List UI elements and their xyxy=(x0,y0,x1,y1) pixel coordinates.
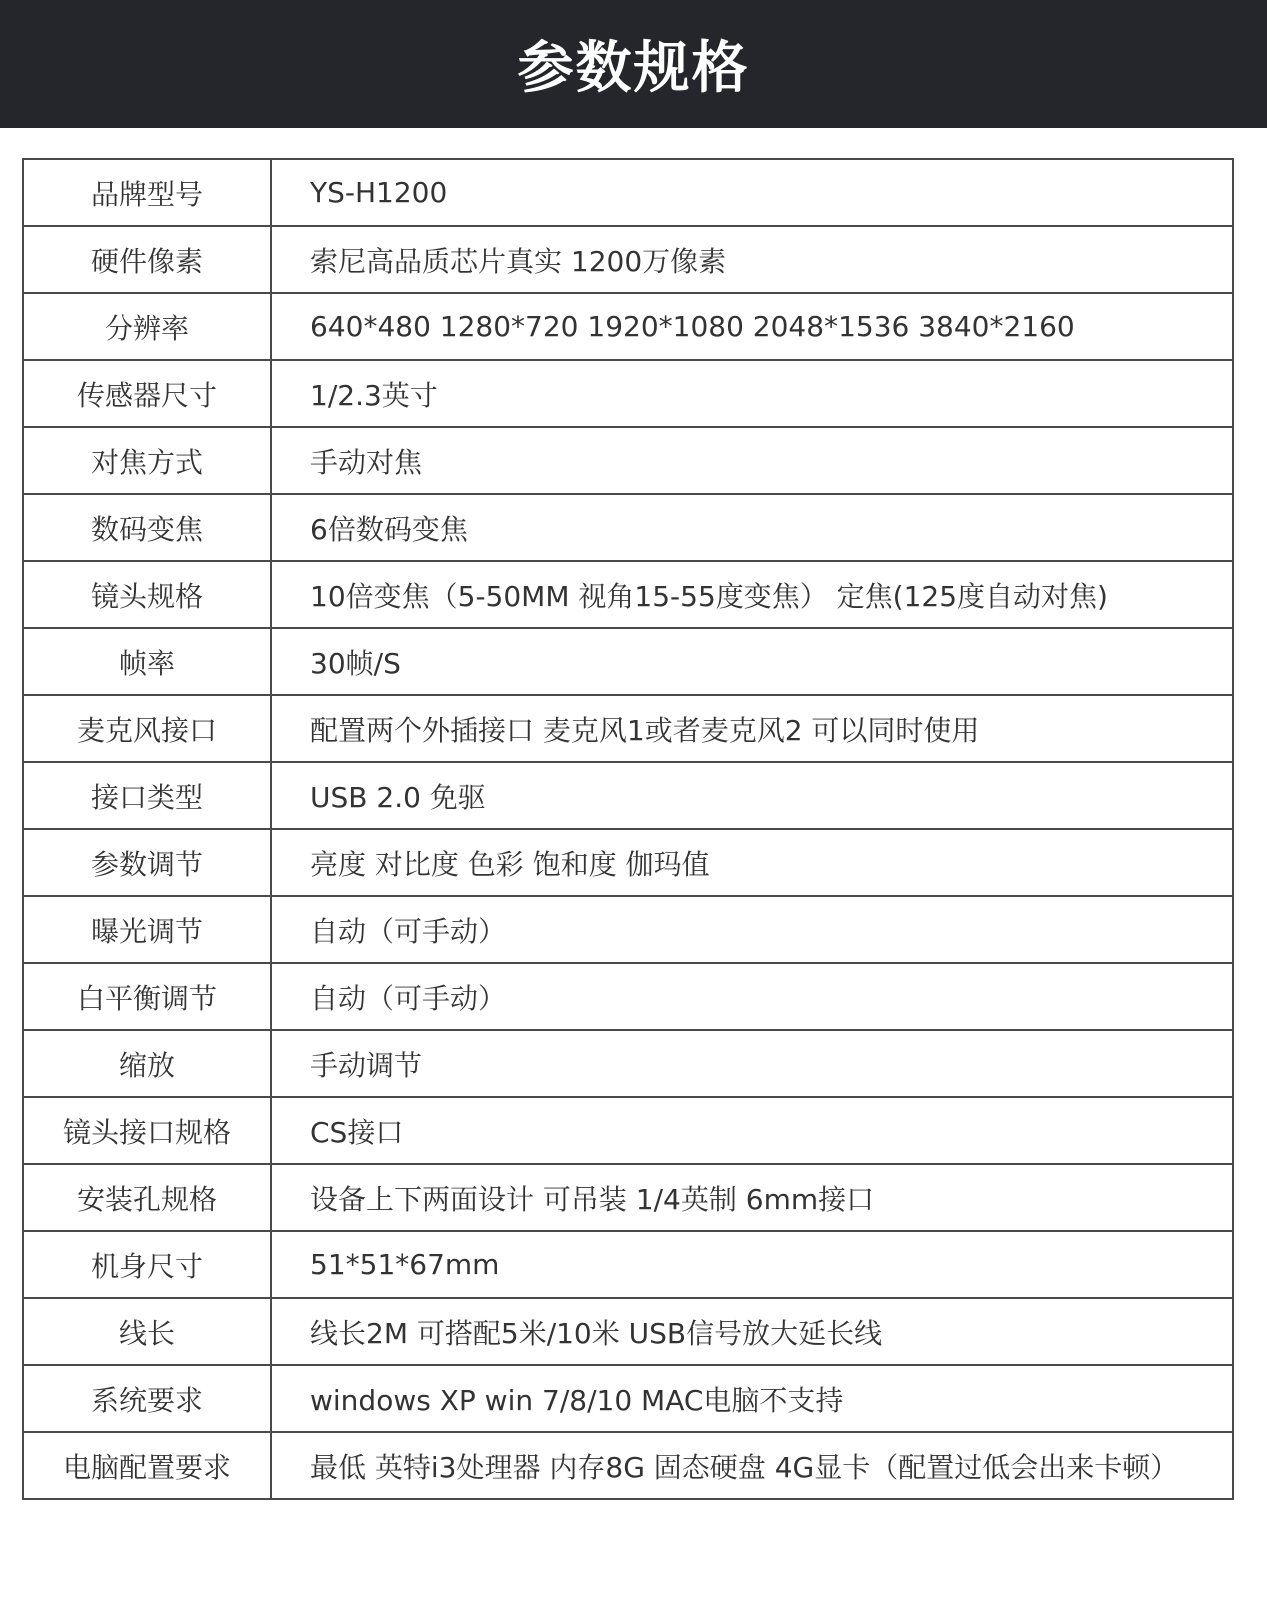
spec-row xyxy=(23,628,1233,695)
spec-label: 接口类型 xyxy=(23,762,271,829)
spec-value: 线长2M 可搭配5米/10米 USB信号放大延长线 xyxy=(271,1298,1233,1365)
spec-value: windows XP win 7/8/10 MAC电脑不支持 xyxy=(271,1365,1233,1432)
spec-label: 机身尺寸 xyxy=(23,1231,271,1298)
spec-label: 帧率 xyxy=(23,628,271,695)
page-header xyxy=(0,0,1267,128)
spec-value: 自动（可手动） xyxy=(271,963,1233,1030)
spec-label: 分辨率 xyxy=(23,293,271,360)
spec-row xyxy=(23,360,1233,427)
spec-row xyxy=(23,1164,1233,1231)
spec-row xyxy=(23,1365,1233,1432)
spec-value: CS接口 xyxy=(271,1097,1233,1164)
spec-row xyxy=(23,1097,1233,1164)
spec-row xyxy=(23,963,1233,1030)
spec-row xyxy=(23,829,1233,896)
spec-value: USB 2.0 免驱 xyxy=(271,762,1233,829)
spec-label: 数码变焦 xyxy=(23,494,271,561)
spec-label: 镜头规格 xyxy=(23,561,271,628)
spec-label: 缩放 xyxy=(23,1030,271,1097)
spec-label: 镜头接口规格 xyxy=(23,1097,271,1164)
spec-label: 曝光调节 xyxy=(23,896,271,963)
spec-row xyxy=(23,1298,1233,1365)
spec-value: 1/2.3英寸 xyxy=(271,360,1233,427)
spec-row xyxy=(23,896,1233,963)
spec-value: 手动调节 xyxy=(271,1030,1233,1097)
spec-row xyxy=(23,1231,1233,1298)
spec-table xyxy=(22,158,1234,1500)
spec-row xyxy=(23,293,1233,360)
spec-value: 配置两个外插接口 麦克风1或者麦克风2 可以同时使用 xyxy=(271,695,1233,762)
spec-row xyxy=(23,159,1233,226)
spec-value: 亮度 对比度 色彩 饱和度 伽玛值 xyxy=(271,829,1233,896)
spec-row xyxy=(23,762,1233,829)
spec-row xyxy=(23,561,1233,628)
spec-label: 系统要求 xyxy=(23,1365,271,1432)
spec-label: 传感器尺寸 xyxy=(23,360,271,427)
spec-row xyxy=(23,1030,1233,1097)
spec-value: 最低 英特i3处理器 内存8G 固态硬盘 4G显卡（配置过低会出来卡顿） xyxy=(271,1432,1233,1499)
spec-value: 640*480 1280*720 1920*1080 2048*1536 3840*2160 xyxy=(271,293,1233,360)
spec-row xyxy=(23,494,1233,561)
spec-label: 品牌型号 xyxy=(23,159,271,226)
spec-label: 安装孔规格 xyxy=(23,1164,271,1231)
spec-label: 对焦方式 xyxy=(23,427,271,494)
spec-label: 参数调节 xyxy=(23,829,271,896)
spec-row xyxy=(23,226,1233,293)
spec-value: 6倍数码变焦 xyxy=(271,494,1233,561)
spec-label: 线长 xyxy=(23,1298,271,1365)
spec-value: 10倍变焦（5-50MM 视角15-55度变焦） 定焦(125度自动对焦) xyxy=(271,561,1233,628)
spec-row xyxy=(23,695,1233,762)
spec-value: 索尼高品质芯片真实 1200万像素 xyxy=(271,226,1233,293)
spec-value: 51*51*67mm xyxy=(271,1231,1233,1298)
spec-row xyxy=(23,427,1233,494)
spec-value: 自动（可手动） xyxy=(271,896,1233,963)
page-title: 参数规格 xyxy=(517,36,750,101)
spec-label: 硬件像素 xyxy=(23,226,271,293)
spec-value: 手动对焦 xyxy=(271,427,1233,494)
spec-value: 设备上下两面设计 可吊装 1/4英制 6mm接口 xyxy=(271,1164,1233,1231)
spec-value: 30帧/S xyxy=(271,628,1233,695)
spec-label: 白平衡调节 xyxy=(23,963,271,1030)
spec-label: 电脑配置要求 xyxy=(23,1432,271,1499)
spec-row xyxy=(23,1432,1233,1499)
spec-label: 麦克风接口 xyxy=(23,695,271,762)
spec-value: YS-H1200 xyxy=(271,159,1233,226)
